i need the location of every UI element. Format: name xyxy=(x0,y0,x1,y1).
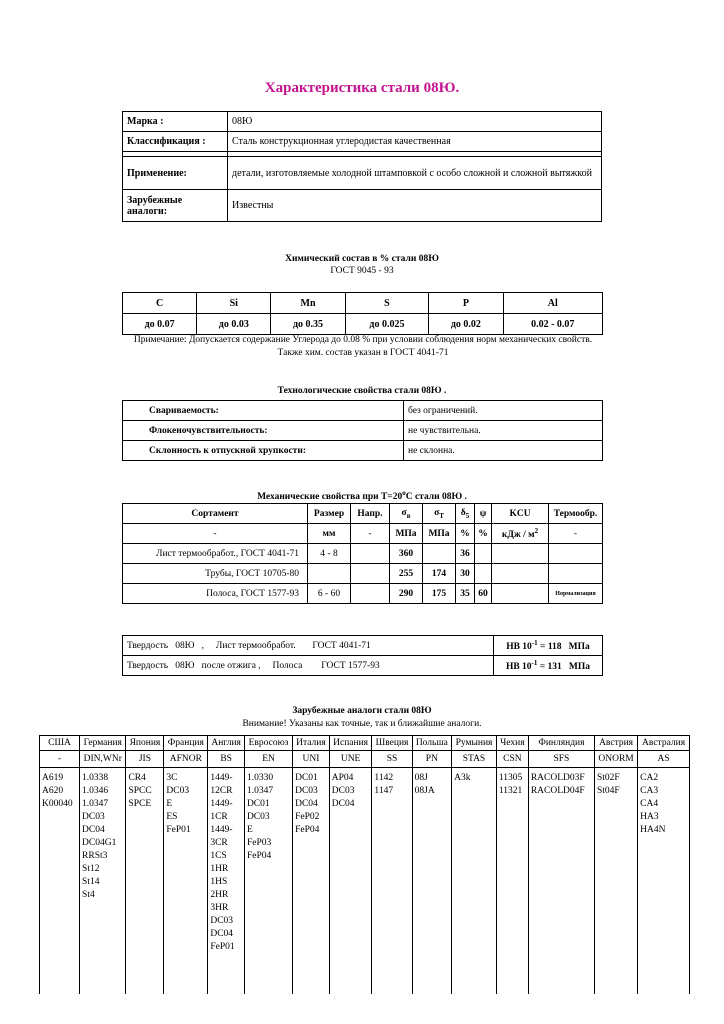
mech-kcu xyxy=(492,584,549,604)
mech-kcu xyxy=(492,544,549,564)
foreign-list-item: 1449- xyxy=(210,799,233,809)
foreign-list-item: A620 xyxy=(42,786,64,796)
mech-unit: % xyxy=(456,524,475,544)
chem-value: 0.02 - 0.07 xyxy=(503,314,602,335)
foreign-country: Германия xyxy=(80,736,126,751)
foreign-list-item: FeP02 xyxy=(295,812,320,822)
foreign-country: США xyxy=(40,736,80,751)
foreign-country: Испания xyxy=(329,736,372,751)
foreign-list-item: FeP01 xyxy=(166,825,191,835)
mech-unit: мм xyxy=(308,524,351,544)
mech-unit-kcu: кДж / м xyxy=(501,530,535,541)
foreign-list xyxy=(329,768,372,995)
foreign-list-item: St14 xyxy=(82,877,100,887)
foreign-country: Швеция xyxy=(372,736,412,751)
mech-size: 4 - 8 xyxy=(308,544,351,564)
foreign-list-item: DC03 xyxy=(331,786,355,796)
tech-key: Склонность к отпускной хрупкости: xyxy=(123,441,404,461)
mech-table xyxy=(122,503,603,604)
mech-header: ψ xyxy=(475,504,492,524)
foreign-list-item: DC03 xyxy=(82,812,105,822)
foreign-list-item: CA4 xyxy=(640,799,659,809)
mech-sb: 255 xyxy=(390,564,423,584)
foreign-table xyxy=(39,735,690,994)
chem-header: Al xyxy=(503,293,602,314)
mech-header-sigma-t: σ xyxy=(434,507,440,518)
mech-sb: 360 xyxy=(390,544,423,564)
chem-header: P xyxy=(429,293,503,314)
foreign-list-item: 1.0346 xyxy=(82,786,109,796)
hardness-value-b: = 118 МПа xyxy=(537,642,590,653)
mech-sort: Лист термообработ., ГОСТ 4041-71 xyxy=(123,544,308,564)
mech-unit: МПа xyxy=(390,524,423,544)
info-key: Применение: xyxy=(123,157,228,190)
chem-table xyxy=(122,292,603,335)
foreign-list-item: 1.0338 xyxy=(82,773,109,783)
tech-key: Флокеночувствительность: xyxy=(123,421,404,441)
foreign-list-item: CA2 xyxy=(640,773,659,783)
mech-unit: % xyxy=(475,524,492,544)
foreign-standard-row xyxy=(40,751,690,768)
info-value: детали, изготовляемые холодной штамповкой с особо сложной и сложной вытяжкой xyxy=(228,157,602,190)
foreign-standard: PN xyxy=(412,751,451,768)
foreign-list-item: 1147 xyxy=(374,786,394,796)
hardness-value-a: HB 10 xyxy=(506,642,532,653)
foreign-list xyxy=(126,768,164,995)
chem-value: до 0.02 xyxy=(429,314,503,335)
mech-sort: Трубы, ГОСТ 10705-80 xyxy=(123,564,308,584)
foreign-list-item: DC01 xyxy=(246,799,270,809)
foreign-list-item: DC03 xyxy=(166,786,190,796)
foreign-list-item: 11305 xyxy=(498,773,523,783)
foreign-list-item: DC01 xyxy=(295,773,318,783)
mech-header: Сортамент xyxy=(123,504,308,524)
chem-value: до 0.03 xyxy=(197,314,271,335)
mech-header: Напр. xyxy=(351,504,390,524)
info-row xyxy=(123,112,602,132)
mech-title-sup: o xyxy=(402,489,406,497)
mech-unit: - xyxy=(549,524,603,544)
mech-dir xyxy=(351,564,390,584)
foreign-list-item: HA3 xyxy=(640,812,659,822)
foreign-list-item: 1.0347 xyxy=(82,799,109,809)
tech-title: Технологические свойства стали 08Ю . xyxy=(277,386,447,396)
mech-unit: - xyxy=(123,524,308,544)
info-key: Марка : xyxy=(123,112,228,132)
foreign-country: Румыния xyxy=(452,736,497,751)
foreign-list xyxy=(594,768,637,995)
info-row xyxy=(123,132,602,152)
mech-title-b: С стали 08Ю . xyxy=(405,492,467,503)
info-value: Сталь конструкционная углеродистая качественная xyxy=(228,132,602,152)
tech-value: не склонна. xyxy=(404,441,603,461)
tech-row xyxy=(123,421,603,441)
mech-row xyxy=(123,584,603,604)
foreign-list xyxy=(40,768,80,995)
foreign-list-item: 11321 xyxy=(498,786,523,796)
foreign-standard: SFS xyxy=(528,751,594,768)
mech-d: 30 xyxy=(456,564,475,584)
chem-header: C xyxy=(123,293,197,314)
foreign-title: Зарубежные аналоги стали 08Ю xyxy=(292,706,432,716)
foreign-standard: SS xyxy=(372,751,412,768)
info-row xyxy=(123,157,602,190)
foreign-standard: STAS xyxy=(452,751,497,768)
tech-row xyxy=(123,401,603,421)
mech-dir xyxy=(351,584,390,604)
foreign-list-item: 1449- xyxy=(210,773,233,783)
foreign-list-item: St04F xyxy=(596,786,620,796)
mech-header: KCU xyxy=(492,504,549,524)
foreign-country: Австрия xyxy=(594,736,637,751)
info-row xyxy=(123,190,602,222)
foreign-standard: UNE xyxy=(329,751,372,768)
foreign-list-item: E xyxy=(246,825,253,835)
foreign-list-item: 1142 xyxy=(374,773,394,783)
foreign-list-item: A3k xyxy=(454,773,471,783)
chem-note: Примечание: Допускается содержание Углерода до 0.08 % при условии соблюдения норм механических свойств. Также хим. состав указан в ГОСТ 4041-71 xyxy=(133,335,593,358)
foreign-country: Австралия xyxy=(638,736,690,751)
foreign-list xyxy=(293,768,330,995)
chem-header: Mn xyxy=(271,293,345,314)
mech-sb: 290 xyxy=(390,584,423,604)
mech-sort: Полоса, ГОСТ 1577-93 xyxy=(123,584,308,604)
foreign-list-item: St4 xyxy=(82,890,95,900)
info-key: Зарубежные аналоги: xyxy=(123,190,228,222)
foreign-list xyxy=(372,768,412,995)
foreign-list-item: 1.0330 xyxy=(246,773,274,783)
mech-st xyxy=(423,544,456,564)
foreign-list-item: RACOLD04F xyxy=(530,786,585,796)
mech-d: 36 xyxy=(456,544,475,564)
chem-header-row xyxy=(123,293,603,314)
foreign-standard: AFNOR xyxy=(164,751,208,768)
foreign-list-item: FeP01 xyxy=(210,942,235,952)
mech-header: Размер xyxy=(308,504,351,524)
mech-header-sub: 5 xyxy=(465,511,470,520)
foreign-standard: JIS xyxy=(126,751,164,768)
hardness-table xyxy=(122,635,603,676)
mech-unit xyxy=(492,524,549,544)
info-key: Классификация : xyxy=(123,132,228,152)
foreign-list-item: 1HS xyxy=(210,877,228,887)
foreign-standard: EN xyxy=(244,751,292,768)
foreign-list xyxy=(412,768,451,995)
foreign-list-item: 1449- xyxy=(210,825,233,835)
foreign-list xyxy=(244,768,292,995)
foreign-standard: DIN,WNr xyxy=(80,751,126,768)
foreign-country: Чехия xyxy=(496,736,528,751)
tech-row xyxy=(123,441,603,461)
mech-psi xyxy=(475,544,492,564)
mech-header: Термообр. xyxy=(549,504,603,524)
foreign-list-item: FeP03 xyxy=(246,838,272,848)
foreign-list-item: AP04 xyxy=(331,773,354,783)
foreign-list-row xyxy=(40,768,690,995)
foreign-list-item: FeP04 xyxy=(246,851,272,861)
chem-header: Si xyxy=(197,293,271,314)
foreign-country: Польша xyxy=(412,736,451,751)
mech-header-sigma-b: σ xyxy=(401,507,407,518)
foreign-list-item: FeP04 xyxy=(295,825,320,835)
foreign-list xyxy=(638,768,690,995)
foreign-list-item: ES xyxy=(166,812,178,822)
foreign-list-item: HA4N xyxy=(640,825,666,835)
foreign-country: Финляндия xyxy=(528,736,594,751)
mech-row xyxy=(123,564,603,584)
foreign-subtitle: Внимание! Указаны как точные, так и ближайшие аналоги. xyxy=(242,719,482,729)
foreign-list-item: DC04G1 xyxy=(82,838,117,848)
mech-row xyxy=(123,544,603,564)
foreign-standard: BS xyxy=(208,751,245,768)
mech-treat: Нормализация xyxy=(549,584,603,604)
foreign-list-item: CR4 xyxy=(128,773,146,783)
hardness-row xyxy=(123,636,603,656)
mech-st: 174 xyxy=(423,564,456,584)
mech-header-row xyxy=(123,504,603,524)
foreign-list-item: 1HR xyxy=(210,864,229,874)
foreign-list xyxy=(528,768,594,995)
foreign-list-item: DC03 xyxy=(246,812,270,822)
mech-st: 175 xyxy=(423,584,456,604)
foreign-list-item: 1.0347 xyxy=(246,786,274,796)
foreign-list-item: DC04 xyxy=(82,825,105,835)
mech-size: 6 - 60 xyxy=(308,584,351,604)
foreign-list-item: DC04 xyxy=(210,929,234,939)
mech-treat xyxy=(549,564,603,584)
chem-value: до 0.025 xyxy=(345,314,429,335)
foreign-list-item: DC04 xyxy=(295,799,318,809)
info-value: 08Ю xyxy=(228,112,602,132)
foreign-list-item: 2HR xyxy=(210,890,229,900)
mech-psi xyxy=(475,564,492,584)
mech-units-row xyxy=(123,524,603,544)
mech-kcu xyxy=(492,564,549,584)
foreign-list-item: 1CS xyxy=(210,851,227,861)
foreign-standard: CSN xyxy=(496,751,528,768)
foreign-list-item: A619 xyxy=(42,773,64,783)
hardness-value xyxy=(494,656,603,676)
foreign-country: Франция xyxy=(164,736,208,751)
foreign-list xyxy=(208,768,245,995)
foreign-country: Евросоюз xyxy=(244,736,292,751)
hardness-value-sup: -1 xyxy=(531,638,538,647)
chem-value: до 0.35 xyxy=(271,314,345,335)
foreign-list-item: RACOLD03F xyxy=(530,773,585,783)
foreign-list-item: 08J xyxy=(414,773,428,783)
mech-treat xyxy=(549,544,603,564)
mech-unit: МПа xyxy=(423,524,456,544)
foreign-country: Англия xyxy=(208,736,245,751)
foreign-standard: AS xyxy=(638,751,690,768)
foreign-list-item: 3HR xyxy=(210,903,229,913)
foreign-list-item: St02F xyxy=(596,773,620,783)
hardness-value xyxy=(494,636,603,656)
hardness-text: Твердость 08Ю после отжига , Полоса ГОСТ 1577-93 xyxy=(123,656,494,676)
foreign-list-item: 12CR xyxy=(210,786,233,796)
hardness-value-b: = 131 МПа xyxy=(537,662,591,673)
foreign-standard: - xyxy=(40,751,80,768)
foreign-list-item: SPCE xyxy=(128,799,152,809)
mech-header xyxy=(456,504,475,524)
foreign-list-item: 1CR xyxy=(210,812,228,822)
foreign-list-item: 3C xyxy=(166,773,178,783)
chem-header: S xyxy=(345,293,429,314)
chem-value: до 0.07 xyxy=(123,314,197,335)
foreign-list xyxy=(164,768,208,995)
foreign-list-item: 3CR xyxy=(210,838,228,848)
tech-value: не чувствительна. xyxy=(404,421,603,441)
tech-table xyxy=(122,400,603,461)
mech-header-delta: δ xyxy=(460,507,466,518)
foreign-list xyxy=(80,768,126,995)
foreign-list-item: DC03 xyxy=(210,916,234,926)
mech-header-sub: в xyxy=(406,511,411,520)
info-value: Известны xyxy=(228,190,602,222)
mech-psi: 60 xyxy=(475,584,492,604)
info-table xyxy=(122,111,602,222)
foreign-country-row xyxy=(40,736,690,751)
mech-dir xyxy=(351,544,390,564)
mech-title-a: Механические свойства при Т=20 xyxy=(257,492,403,503)
chem-value-row xyxy=(123,314,603,335)
tech-value: без ограничений. xyxy=(404,401,603,421)
foreign-list-item: E xyxy=(166,799,173,809)
mech-header xyxy=(423,504,456,524)
foreign-standard: ONORM xyxy=(594,751,637,768)
mech-header xyxy=(390,504,423,524)
foreign-list-item: K00040 xyxy=(42,799,73,809)
mech-unit: - xyxy=(351,524,390,544)
chem-title: Химический состав в % стали 08Ю xyxy=(285,254,439,264)
foreign-country: Италия xyxy=(293,736,330,751)
hardness-value-sup: -1 xyxy=(531,658,538,667)
foreign-country: Япония xyxy=(126,736,164,751)
foreign-list-item: RRSt3 xyxy=(82,851,108,861)
foreign-standard: UNI xyxy=(293,751,330,768)
foreign-list-item: CA3 xyxy=(640,786,659,796)
tech-key: Свариваемость: xyxy=(123,401,404,421)
hardness-value-a: HB 10 xyxy=(505,662,532,673)
page-title: Характеристика стали 08Ю. xyxy=(264,80,460,96)
mech-header-sub: T xyxy=(439,511,444,520)
foreign-list xyxy=(496,768,528,995)
foreign-list-item: St12 xyxy=(82,864,100,874)
foreign-list-item: DC03 xyxy=(295,786,318,796)
hardness-text: Твердость 08Ю , Лист термообработ. ГОСТ 4041-71 xyxy=(123,636,494,656)
foreign-list xyxy=(452,768,497,995)
mech-unit-sup: 2 xyxy=(534,526,539,535)
mech-size xyxy=(308,564,351,584)
hardness-row xyxy=(123,656,603,676)
mech-d: 35 xyxy=(456,584,475,604)
mech-title xyxy=(0,489,724,502)
foreign-list-item: 08JA xyxy=(414,786,435,796)
foreign-list-item: DC04 xyxy=(331,799,355,809)
chem-subtitle: ГОСТ 9045 - 93 xyxy=(330,266,394,276)
foreign-list-item: SPCC xyxy=(128,786,152,796)
